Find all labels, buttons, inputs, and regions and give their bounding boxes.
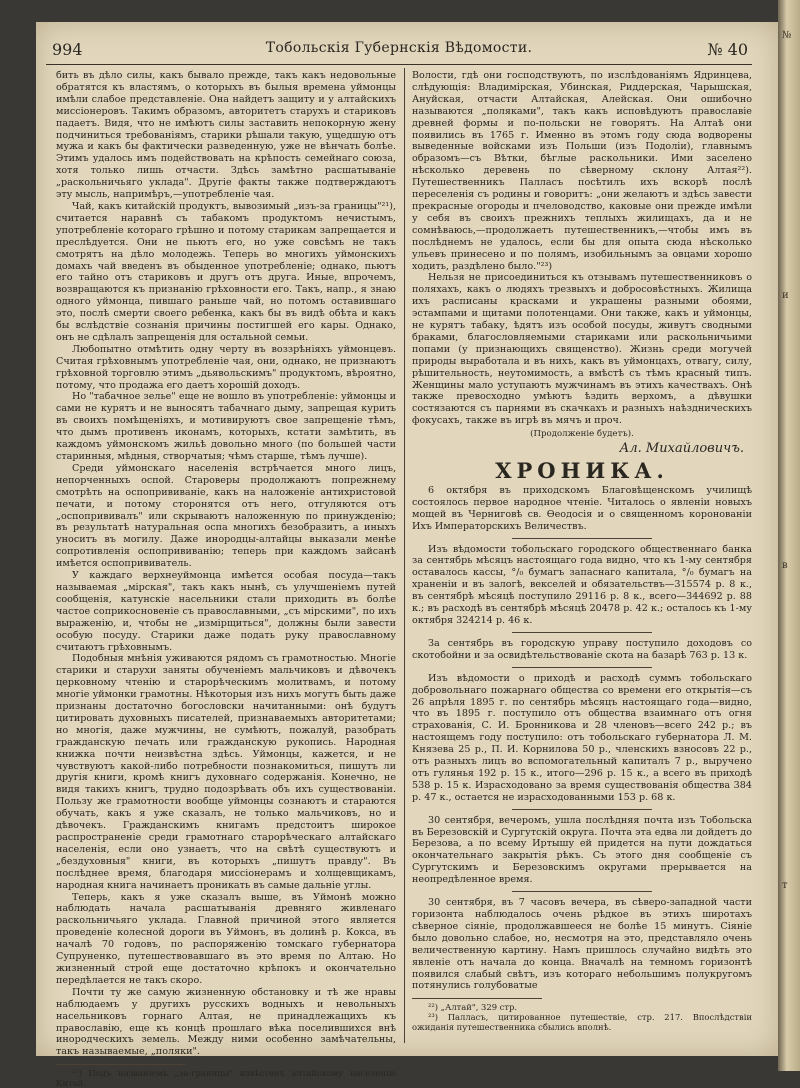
right-column <box>412 70 752 1045</box>
issue-number: № 40 <box>707 40 748 59</box>
page-number: 994 <box>52 40 83 59</box>
paragraph: Подобныя мнѣнія уживаются рядомъ съ грамотностью. Многіе старики и старухи заняты обученіемъ мальчиковъ и дѣвочекъ церковному чтенію и старорѣческимъ молитвамъ, и потому многіе уймонки грамотны. Нѣкоторыя изъ нихъ могутъ быть даже признаны достаточно богословски начитанными: онѣ будутъ цитировать духовныхъ писателей, признаваемыхъ авторитетами; но многія, даже мужчины, не сумѣютъ, пожалуй, разобрать гражданскую печать или гражданскую рукопись. Народная книжка почти неизвѣстна здѣсь. Уймонцы, кажется, и не чувствуютъ какой-либо потребности познакомиться, пишутъ ли другія книги, кромѣ книгъ духовнаго содержанія. Конечно, не видя такихъ книгъ, трудно подозрѣвать объ ихъ существованіи. Пользу же грамотности вообще уймонцы сознаютъ и стараются обучать, какъ я уже сказалъ, не только мальчиковъ, но и дѣвочекъ. Гражданскимъ книгамъ предстоитъ широкое распространеніе среди грамотнаго старорѣческаго алтайскаго населенія, если оно узнаетъ, что на свѣтѣ существуютъ и „бездуховныя" книги, въ которыхъ „пишутъ правду". Въ послѣднее время, благодаря миссіонерамъ и холщевщикамъ, народная книга начинаетъ проникать въ самые дальніе углы. <box>56 653 396 891</box>
chronicle-heading: ХРОНИКА. <box>495 458 669 483</box>
chronicle-item: Изъ вѣдомости тобольскаго городского общественнаго банка за сентябрь мѣсяцъ настоящаго года видно, что къ 1-му сентября оставалось кассы, °/₀ бумагъ запаснаго капитала, °/₀ бумагъ на храненіи и въ залогѣ, векселей и обязательствъ—315574 р. 8 к., въ сентябрѣ мѣсяцѣ поступило 29116 р. 8 к., всего—344692 р. 88 к.; въ расходѣ въ сентябрѣ мѣсяцѣ 20478 р. 42 к.; осталось къ 1-му октября 324214 р. 46 к. <box>412 543 752 626</box>
separator-rule <box>512 538 652 539</box>
footnote-rule <box>412 998 542 999</box>
paragraph: Почти ту же самую жизненную обстановку и тѣ же нравы наблюдаемъ у другихъ русскихъ водныхъ и невольныхъ насельниковъ горнаго Алтая, не принадлежащихъ къ православію, еще къ концѣ прошлаго вѣка поселившихся внѣ инородческихъ земель. Между ними особенно замѣчательны, такъ называемые, „поляки". <box>56 986 396 1058</box>
paragraph: Любопытно отмѣтить одну черту въ воззрѣніяхъ уймонцевъ. Считая грѣховнымъ употребленіе чая, они, однако, не признаютъ грѣховной торговлю этимъ „дьявольскимъ" продуктомъ, вѣроятно, потому, что продажа его даетъ хорошій доходъ. <box>56 343 396 391</box>
paragraph: У каждаго верхнеуймонца имѣется особая посуда—такъ называемая „мірская", такъ какъ нынѣ, съ улучшеніемъ путей сообщенія, катунскіе насельники стали приходить въ болѣе частое соприкосновеніе съ православными, „съ мірскими", по ихъ выраженію, и, чтобы не „измірщиться", должны были завести особую посуду. Старики даже подать руку православному считаютъ грѣховнымъ. <box>56 570 396 653</box>
column-divider <box>404 68 405 1043</box>
edge-glyph: т <box>782 880 788 891</box>
chronicle-item: 30 сентября, въ 7 часовъ вечера, въ сѣверо-западной части горизонта наблюдалось очень рѣдкое въ этихъ широтахъ сѣверное сіяніе, продолжавшееся не болѣе 15 минутъ. Сіяніе было довольно слабое, но, несмотря на это, представляло очень величественную картину. Намъ пришлось случайно видѣть это явленіе отъ начала до конца. Вначалѣ на темномъ горизонтѣ появился слабый свѣтъ, изъ котораго небольшимъ полукругомъ потянулись голубоватые <box>412 897 752 992</box>
edge-glyph: в <box>782 560 788 571</box>
paragraph: Нельзя не присоединиться къ отзывамъ путешественниковъ о поляхахъ, какъ о людяхъ трезвыхъ и добросовѣстныхъ. Жилища ихъ расписаны красками и украшены разными обоями, эстампами и щитами полотенцами. Они также, какъ и уймонцы, не курятъ табаку, ѣдятъ изъ особой посуды, живутъ сводными браками, благословляемыми стариками или раскольничьими попами (у признающихъ священство). Жизнь среди могучей природы выработала и въ нихъ, какъ въ уймонцахъ, отвагу, силу, рѣшительность, неутомимость, а вмѣстѣ съ тѣмъ красный типъ. Женщины мало уступаютъ мужчинамъ въ этихъ качествахъ. Онѣ также превосходно умѣютъ ѣздить верхомъ, а дѣвушки состязаются съ парнями въ скачкахъ и разныхъ наѣздническихъ фокусахъ, также въ игрѣ въ мячъ и проч. <box>412 272 752 427</box>
page-header <box>46 38 752 65</box>
chronicle-item: 30 сентября, вечеромъ, ушла послѣдняя почта изъ Тобольска въ Березовскій и Сургутскій округа. Почта эта едва ли дойдетъ до Березова, а по всему Иртышу ей придется на пути дождаться окончательнаго закрытія рѣкъ. Съ этого дня сообщеніе съ Сургутскимъ и Березовскимъ округами прерывается на неопредѣленное время. <box>412 814 752 886</box>
chronicle-item: 6 октября въ приходскомъ Благовѣщенскомъ училищѣ состоялось первое народное чтеніе. Читалось о явленіи новыхъ мощей въ Черниговѣ св. Ѳеодосія и о священномъ короновaніи Ихъ Императорскихъ Величествъ. <box>412 484 752 532</box>
footnote: ²¹) Подъ названіемъ „за-границы" извѣстенъ алтайскому населенію Китай. <box>56 1068 396 1088</box>
author-signature: Ал. Михайловичъ. <box>619 441 744 457</box>
separator-rule <box>512 809 652 810</box>
footnote-rule <box>56 1064 186 1065</box>
paragraph: Среди уймонскаго населенія встрѣчается много лицъ, непорченныхъ оспой. Староверы продолжаютъ попрежнему смотрѣть на оспопрививаніе, какъ на наложеніе антихристовой печати, и потому сторонятся отъ него, отгуляются отъ „оспопрививалъ" или скрываютъ наложенную по принужденію; въ результатѣ натуральная оспа многихъ безобразитъ, а иныхъ уноситъ въ могилу. Даже инородцы-алтайцы выказали менѣе сопротивленія оспопрививанію; теперь при каждомъ зайсанѣ имѣется оспопрививатель. <box>56 462 396 570</box>
separator-rule <box>512 667 652 668</box>
footnote: ²²) „Алтай", 329 стр. <box>428 1002 518 1013</box>
separator-rule <box>512 891 652 892</box>
paragraph: Но "табачное зелье" еще не вошло въ употребленіе: уймонцы и сами не курятъ и не выносятъ табачнаго дыму, запрещая курить въ своихъ помѣщеніяхъ, и мотивируютъ свое запрещеніе тѣмъ, что дымъ противенъ иконамъ, которыхъ, кстати замѣтить, въ каждомъ уймонскомъ жильѣ довольно много (по большей части старинныя, мѣдныя, створчатыя; чѣмъ старше, тѣмъ лучше). <box>56 391 396 462</box>
paragraph: Чай, какъ китайскій продуктъ, вывозимый „изъ-за границы"²¹), считается наравнѣ съ табакомъ продуктомъ нечистымъ, употребленіе котораго грѣшно и потому старикам запрещается и преслѣдуется. Они не пьютъ его, но уже совсѣмъ не такъ смотрятъ на дѣло молодежь. Теперь во многихъ уймонскихъ домахъ чай введенъ въ обыденное употребленіе; однако, пьютъ его тайно отъ стариковъ и другъ отъ друга. Иные, впрочемъ, возвращаются къ признанію грѣховности его. Такъ, напр., я знаю одного уймонца, пившаго раньше чай, но потомъ оставившаго это, послѣ смерти своего ребенка, какъ бы въ видѣ обѣта и какъ бы вслѣдствіе сознанія причины постигшей его кары. Однако, онъ не сдѣлалъ запрещенія для остальной семьи. <box>56 200 396 343</box>
separator-rule <box>512 632 652 633</box>
journal-title: Тобольскія Губернскія Вѣдомости. <box>265 40 533 56</box>
edge-glyph: № <box>782 30 792 41</box>
paragraph: Теперь, какъ я уже сказалъ выше, въ Уймонѣ можно наблюдать начала расшатыванія древняго живленаго раскольничьяго уклада. Главной причиной этого является проведеніе колесной дороги въ Уймонъ, въ долинѣ р. Кокса, въ началѣ 70 годовъ, по распоряженію томскаго губернатора Супруненко, путешествовавшаго въ это время по Алтаю. Но жизненный строй еще достаточно крѣпокъ и окончательно передѣлается не такъ скоро. <box>56 891 396 986</box>
chronicle-item: За сентябрь въ городскую управу поступило доходовъ со скотобойни и за освидѣтельствованіе скота на базарѣ 763 р. 13 к. <box>412 637 752 661</box>
footnote: ²³) Палласъ, цитированное путешествіе, стр. 217. Впослѣдствіи ожиданія путешественника сбылись вполнѣ. <box>412 1012 752 1033</box>
continued-note: (Продолженіе будетъ). <box>530 429 634 440</box>
adjacent-page-edge <box>778 0 800 1071</box>
chronicle-item: Изъ вѣдомости о приходѣ и расходѣ суммъ тобольскаго добровольнаго пожарнаго общества со времени его открытія—съ 26 апрѣля 1895 г. по сентябрь мѣсяцъ настоящаго года—видно, что въ 1895 г. поступило отъ общества взаимнаго отъ огня страхованія, С. И. Бронникова и 28 членовъ—всего 242 р.; въ настоящемъ году поступило: отъ тобольскаго губернатора Л. М. Князева 25 р., П. И. Корнилова 50 р., членскихъ взносовъ 22 р., отъ разныхъ лицъ во вспомогательный капиталъ 7 р., выручено отъ гулянья 192 р. 15 к., итого—296 р. 15 к., а всего въ приходѣ 538 р. 15 к. Израсходовано за время существованія общества 384 р. 47 к., остается не израсходованными 153 р. 68 к. <box>412 672 752 803</box>
left-column <box>56 70 396 1088</box>
paragraph: бить въ дѣло силы, какъ бывало прежде, такъ какъ недовольные обратятся къ властямъ, о которыхъ въ былыя времена уймонцы имѣли слабое представленіе. Она найдетъ защиту и у алтайскихъ миссіонеровъ. Такимъ образомъ, авторитетъ старухъ и стариковъ падаетъ. Видя, что не имѣютъ силы заставить непокорную жену подчиниться требованіямъ, старики рѣшали такую, ущедшую отъ мужа и какъ бы фактически разведенную, уже не вѣнчать болѣе. Этимъ удалось имъ подействовать на крѣпость семейнаго союза, хотя только лишь отчасти. Здѣсь замѣтно расшатываніе „раскольничьяго уклада". Другіе факты также подтверждаютъ эту мысль, напримѣръ,—употребленіе чая. <box>56 70 396 201</box>
edge-glyph: и <box>782 290 789 301</box>
paragraph: Волости, гдѣ они господствуютъ, по изслѣдованіямъ Ядринцева, слѣдующія: Владимірская, Убинская, Риддерская, Чарышская, Ануйская, отчасти Алтайская, Алейская. Они ошибочно называются „поляками", такъ какъ исповѣдуютъ православіе древней формы и по-польски не говорятъ. На Алтаѣ они появились въ 1765 г. Именно въ этомъ году сюда водворены выведенные войсками изъ Польши (изъ Подоліи), главнымъ образомъ—съ Вѣтки, бѣглые раскольники. Ими заселено нѣсколько деревень по сѣверному склону Алтая²²). Путешественникъ Палласъ посѣтилъ ихъ вскорѣ послѣ переселенія съ родины и говоритъ: „они желаютъ и здѣсь завести прекрасные огороды и пчеловодство, каковые они прежде имѣли у себя въ своихъ прежнихъ теплыхъ жилищахъ, да и не сомнѣваюсь,—продолжаетъ путешественникъ,—чтобы имъ въ послѣднемъ не удалось, если бы для опыта сюда нѣсколько ульевъ принесено и по полямъ, изобильнымъ за овцами хорошо ходить, раздѣлено было."²³) <box>412 70 752 272</box>
